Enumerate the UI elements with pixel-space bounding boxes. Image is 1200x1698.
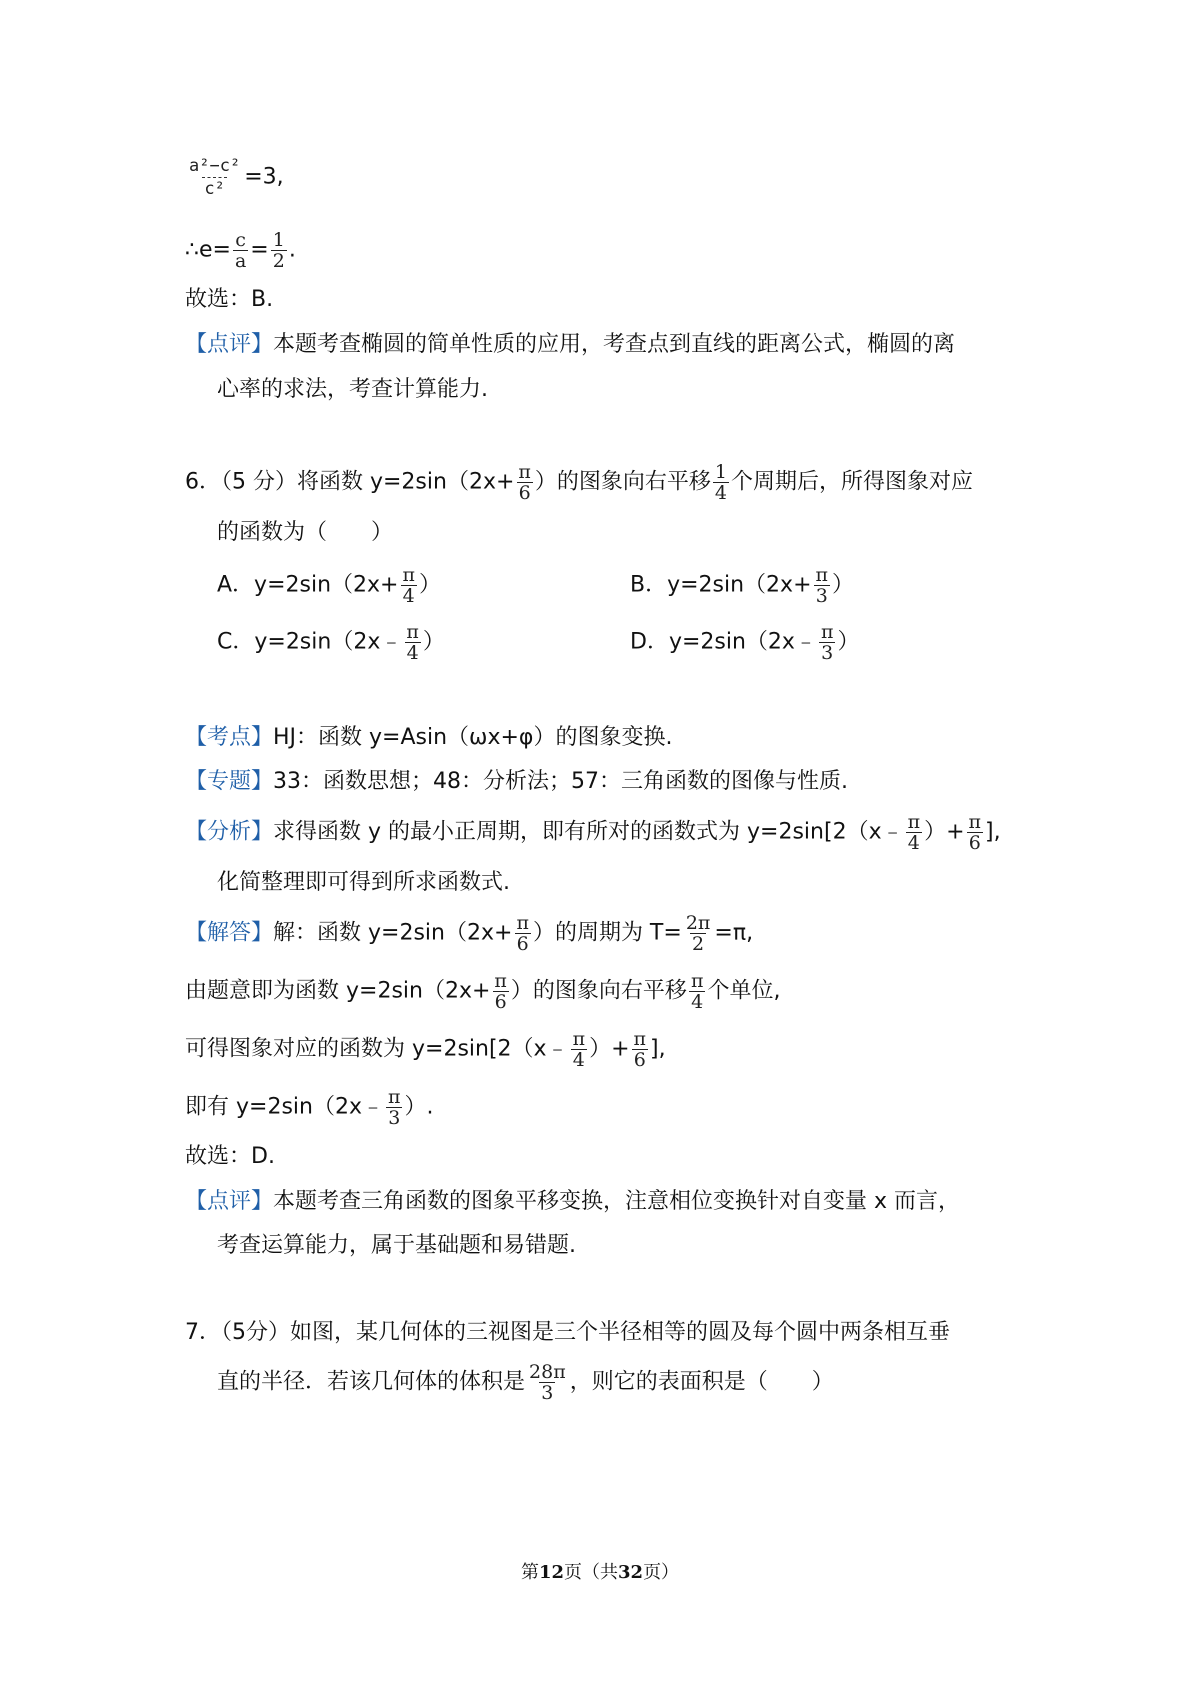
fraction: $\frac{\pi}{3}$ — [815, 564, 829, 607]
equation-line: $\frac{\text{a²−c²}}{\text{c²}}$ =3, — [189, 156, 284, 199]
kaodian-line: 【考点】HJ：函数 y=Asin（ωx+φ）的图象变换. — [185, 725, 673, 750]
review-line: 考查运算能力，属于基础题和易错题. — [217, 1233, 576, 1258]
answer-line: 故选：D. — [185, 1144, 275, 1169]
fraction: $\frac{\pi}{6}$ — [968, 811, 982, 854]
answer-line: 故选：B. — [185, 287, 274, 312]
fraction: $\frac{\pi}{3}$ — [820, 621, 834, 664]
jieda-line: 由题意即为函数 y=2sin（2x+ $\frac{\pi}{6}$ ）的图象向右平移 $\frac{\pi}{4}$ 个单位, — [185, 970, 781, 1013]
question-stem: 6．（5 分）将函数 y=2sin（2x+ $\frac{\pi}{6}$ ）的图象向右平移 $\frac{1}{4}$ 个周期后，所得图象对应 — [185, 461, 974, 504]
fraction: $\frac{\text{a²−c²}}{\text{c²}}$ — [189, 156, 241, 199]
review-line: 【点评】本题考查椭圆的简单性质的应用，考查点到直线的距离公式，椭圆的离 — [185, 332, 956, 357]
fraction: $\frac{\pi}{3}$ — [387, 1086, 401, 1129]
option-c: C．y=2sin（2x﹣ $\frac{\pi}{4}$ ） — [217, 621, 445, 664]
option-b: B．y=2sin（2x+ $\frac{\pi}{3}$ ） — [630, 564, 855, 607]
zhuanti-line: 【专题】33：函数思想；48：分析法；57：三角函数的图像与性质. — [185, 769, 848, 794]
jieda-line: 【解答】解：函数 y=2sin（2x+ $\frac{\pi}{6}$ ）的周期为 T= $\frac{2\pi}{2}$ =π, — [185, 912, 754, 955]
fenxi-line: 化简整理即可得到所求函数式. — [217, 870, 510, 895]
review-line: 心率的求法，考查计算能力. — [217, 377, 488, 402]
review-line: 【点评】本题考查三角函数的图象平移变换，注意相位变换针对自变量 x 而言， — [185, 1189, 961, 1214]
fraction: $\frac{1}{4}$ — [714, 461, 728, 504]
option-a: A．y=2sin（2x+ $\frac{\pi}{4}$ ） — [217, 564, 441, 607]
question-stem: 直的半径．若该几何体的体积是 $\frac{28\pi}{3}$ ，则它的表面积是（ ） — [217, 1361, 834, 1404]
zhuanti-tag: 【专题】 — [185, 769, 274, 794]
fraction: $\frac{\pi}{4}$ — [572, 1028, 586, 1071]
fraction: $\frac{\pi}{4}$ — [690, 970, 704, 1013]
page-footer: 第12页（共32页） — [520, 1562, 680, 1583]
fraction: $\frac{\pi}{6}$ — [516, 912, 529, 955]
fraction: $\frac{\pi}{4}$ — [402, 564, 415, 607]
question-stem: 7．（5分）如图，某几何体的三视图是三个半径相等的圆及每个圆中两条相互垂 — [185, 1320, 950, 1345]
jieda-tag: 【解答】 — [185, 920, 274, 946]
fraction: $\frac{\pi}{6}$ — [633, 1028, 646, 1071]
fraction: $\frac{c}{a}$ — [234, 229, 247, 272]
fraction: $\frac{28\pi}{3}$ — [529, 1361, 566, 1404]
jieda-line: 即有 y=2sin（2x﹣ $\frac{\pi}{3}$ ）. — [185, 1086, 434, 1129]
fraction: $\frac{2\pi}{2}$ — [685, 912, 711, 955]
option-d: D．y=2sin（2x﹣ $\frac{\pi}{3}$ ） — [630, 621, 860, 664]
fenxi-line: 【分析】求得函数 y 的最小正周期，即有所对的函数式为 y=2sin[2（x﹣ $\frac{\pi}{4}$ ）+ $\frac{\pi}{6}$ ], — [185, 811, 1001, 854]
review-tag: 【点评】 — [185, 332, 274, 357]
equation-line: ∴e= $\frac{c}{a}$ = $\frac{1}{2}$ . — [185, 229, 296, 272]
fraction: $\frac{\pi}{4}$ — [406, 621, 419, 664]
question-stem: 的函数为（ ） — [217, 520, 394, 545]
fenxi-tag: 【分析】 — [185, 819, 274, 845]
jieda-line: 可得图象对应的函数为 y=2sin[2（x﹣ $\frac{\pi}{4}$ ）+ $\frac{\pi}{6}$ ], — [185, 1028, 666, 1071]
kaodian-tag: 【考点】 — [185, 725, 274, 750]
fraction: $\frac{1}{2}$ — [272, 229, 285, 272]
fraction: $\frac{\pi}{6}$ — [518, 461, 531, 504]
page-number: 12 — [538, 1562, 564, 1583]
fraction: $\frac{\pi}{6}$ — [494, 970, 507, 1013]
review-tag: 【点评】 — [185, 1189, 274, 1214]
fraction: $\frac{\pi}{4}$ — [907, 811, 921, 854]
page-total: 32 — [618, 1562, 644, 1583]
